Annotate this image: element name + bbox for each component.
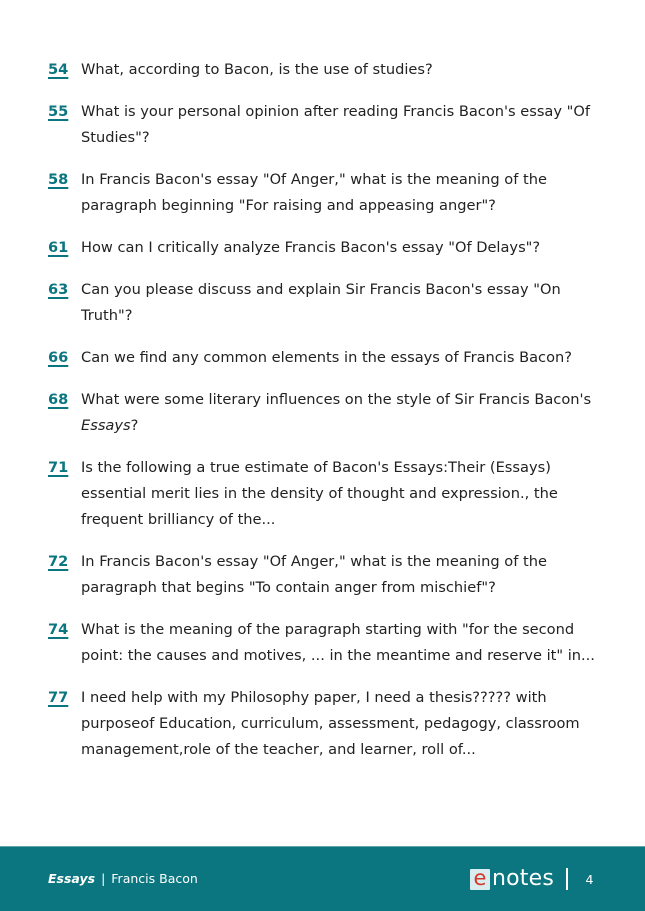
- question-item: [48, 455, 608, 533]
- question-text[interactable]: In Francis Bacon's essay "Of Anger," what is the meaning of the paragraph beginning "For raising and appeasing anger"?: [81, 171, 547, 214]
- enotes-logo: [470, 867, 554, 891]
- question-text-part: What were some literary influences on the style of Sir Francis Bacon's: [81, 391, 592, 408]
- footer-branding: [470, 866, 593, 892]
- question-number-link[interactable]: 74: [48, 621, 69, 638]
- question-text[interactable]: Can we find any common elements in the essays of Francis Bacon?: [81, 349, 572, 366]
- question-item: [48, 387, 608, 439]
- question-text[interactable]: In Francis Bacon's essay "Of Anger," what is the meaning of the paragraph that begins "To contain anger from mischief"?: [81, 553, 547, 596]
- question-item: [48, 57, 608, 83]
- question-item: [48, 685, 608, 763]
- question-item: [48, 167, 608, 219]
- question-number-link[interactable]: 63: [48, 281, 69, 298]
- question-item: [48, 277, 608, 329]
- question-number-link[interactable]: 77: [48, 689, 69, 706]
- question-item: [48, 617, 608, 669]
- question-text[interactable]: [81, 387, 608, 439]
- page-number: 4: [585, 871, 594, 887]
- footer-divider: [566, 868, 568, 890]
- question-text[interactable]: Is the following a true estimate of Bacon's Essays:Their (Essays) essential merit lies in the density of thought and expression., the frequent brilliancy of the...: [81, 459, 558, 528]
- question-number-link[interactable]: 72: [48, 553, 69, 570]
- question-item: [48, 345, 608, 371]
- book-title-italic: Essays: [81, 417, 131, 434]
- related-questions-list: [48, 57, 608, 779]
- question-number-link[interactable]: 68: [48, 391, 69, 408]
- question-number-link[interactable]: 61: [48, 239, 69, 256]
- question-number-link[interactable]: 58: [48, 171, 69, 188]
- footer-book-info: [48, 871, 198, 887]
- enotes-logo-e-icon: e: [470, 869, 490, 890]
- question-text[interactable]: What is your personal opinion after reading Francis Bacon's essay "Of Studies"?: [81, 103, 590, 146]
- footer-separator: |: [101, 871, 106, 886]
- enotes-logo-wordmark: notes: [492, 866, 555, 891]
- question-item: [48, 99, 608, 151]
- question-text[interactable]: What is the meaning of the paragraph starting with "for the second point: the causes and motives, ... in the meantime and reserve it" in...: [81, 621, 595, 664]
- footer-book-title: Essays: [48, 871, 96, 886]
- question-item: [48, 549, 608, 601]
- question-text[interactable]: How can I critically analyze Francis Bacon's essay "Of Delays"?: [81, 239, 541, 256]
- question-text-part: ?: [130, 417, 139, 434]
- question-number-link[interactable]: 54: [48, 61, 69, 78]
- question-item: [48, 235, 608, 261]
- question-text[interactable]: What, according to Bacon, is the use of studies?: [81, 61, 433, 78]
- question-text[interactable]: Can you please discuss and explain Sir Francis Bacon's essay "On Truth"?: [81, 281, 561, 324]
- question-number-link[interactable]: 66: [48, 349, 69, 366]
- footer-author: Francis Bacon: [111, 871, 198, 886]
- question-number-link[interactable]: 71: [48, 459, 69, 476]
- page-footer: [0, 846, 645, 911]
- question-number-link[interactable]: 55: [48, 103, 69, 120]
- question-text[interactable]: I need help with my Philosophy paper, I need a thesis????? with purposeof Education, curriculum, assessment, pedagogy, classroom management,role of the teacher, and learner, roll of...: [81, 689, 580, 758]
